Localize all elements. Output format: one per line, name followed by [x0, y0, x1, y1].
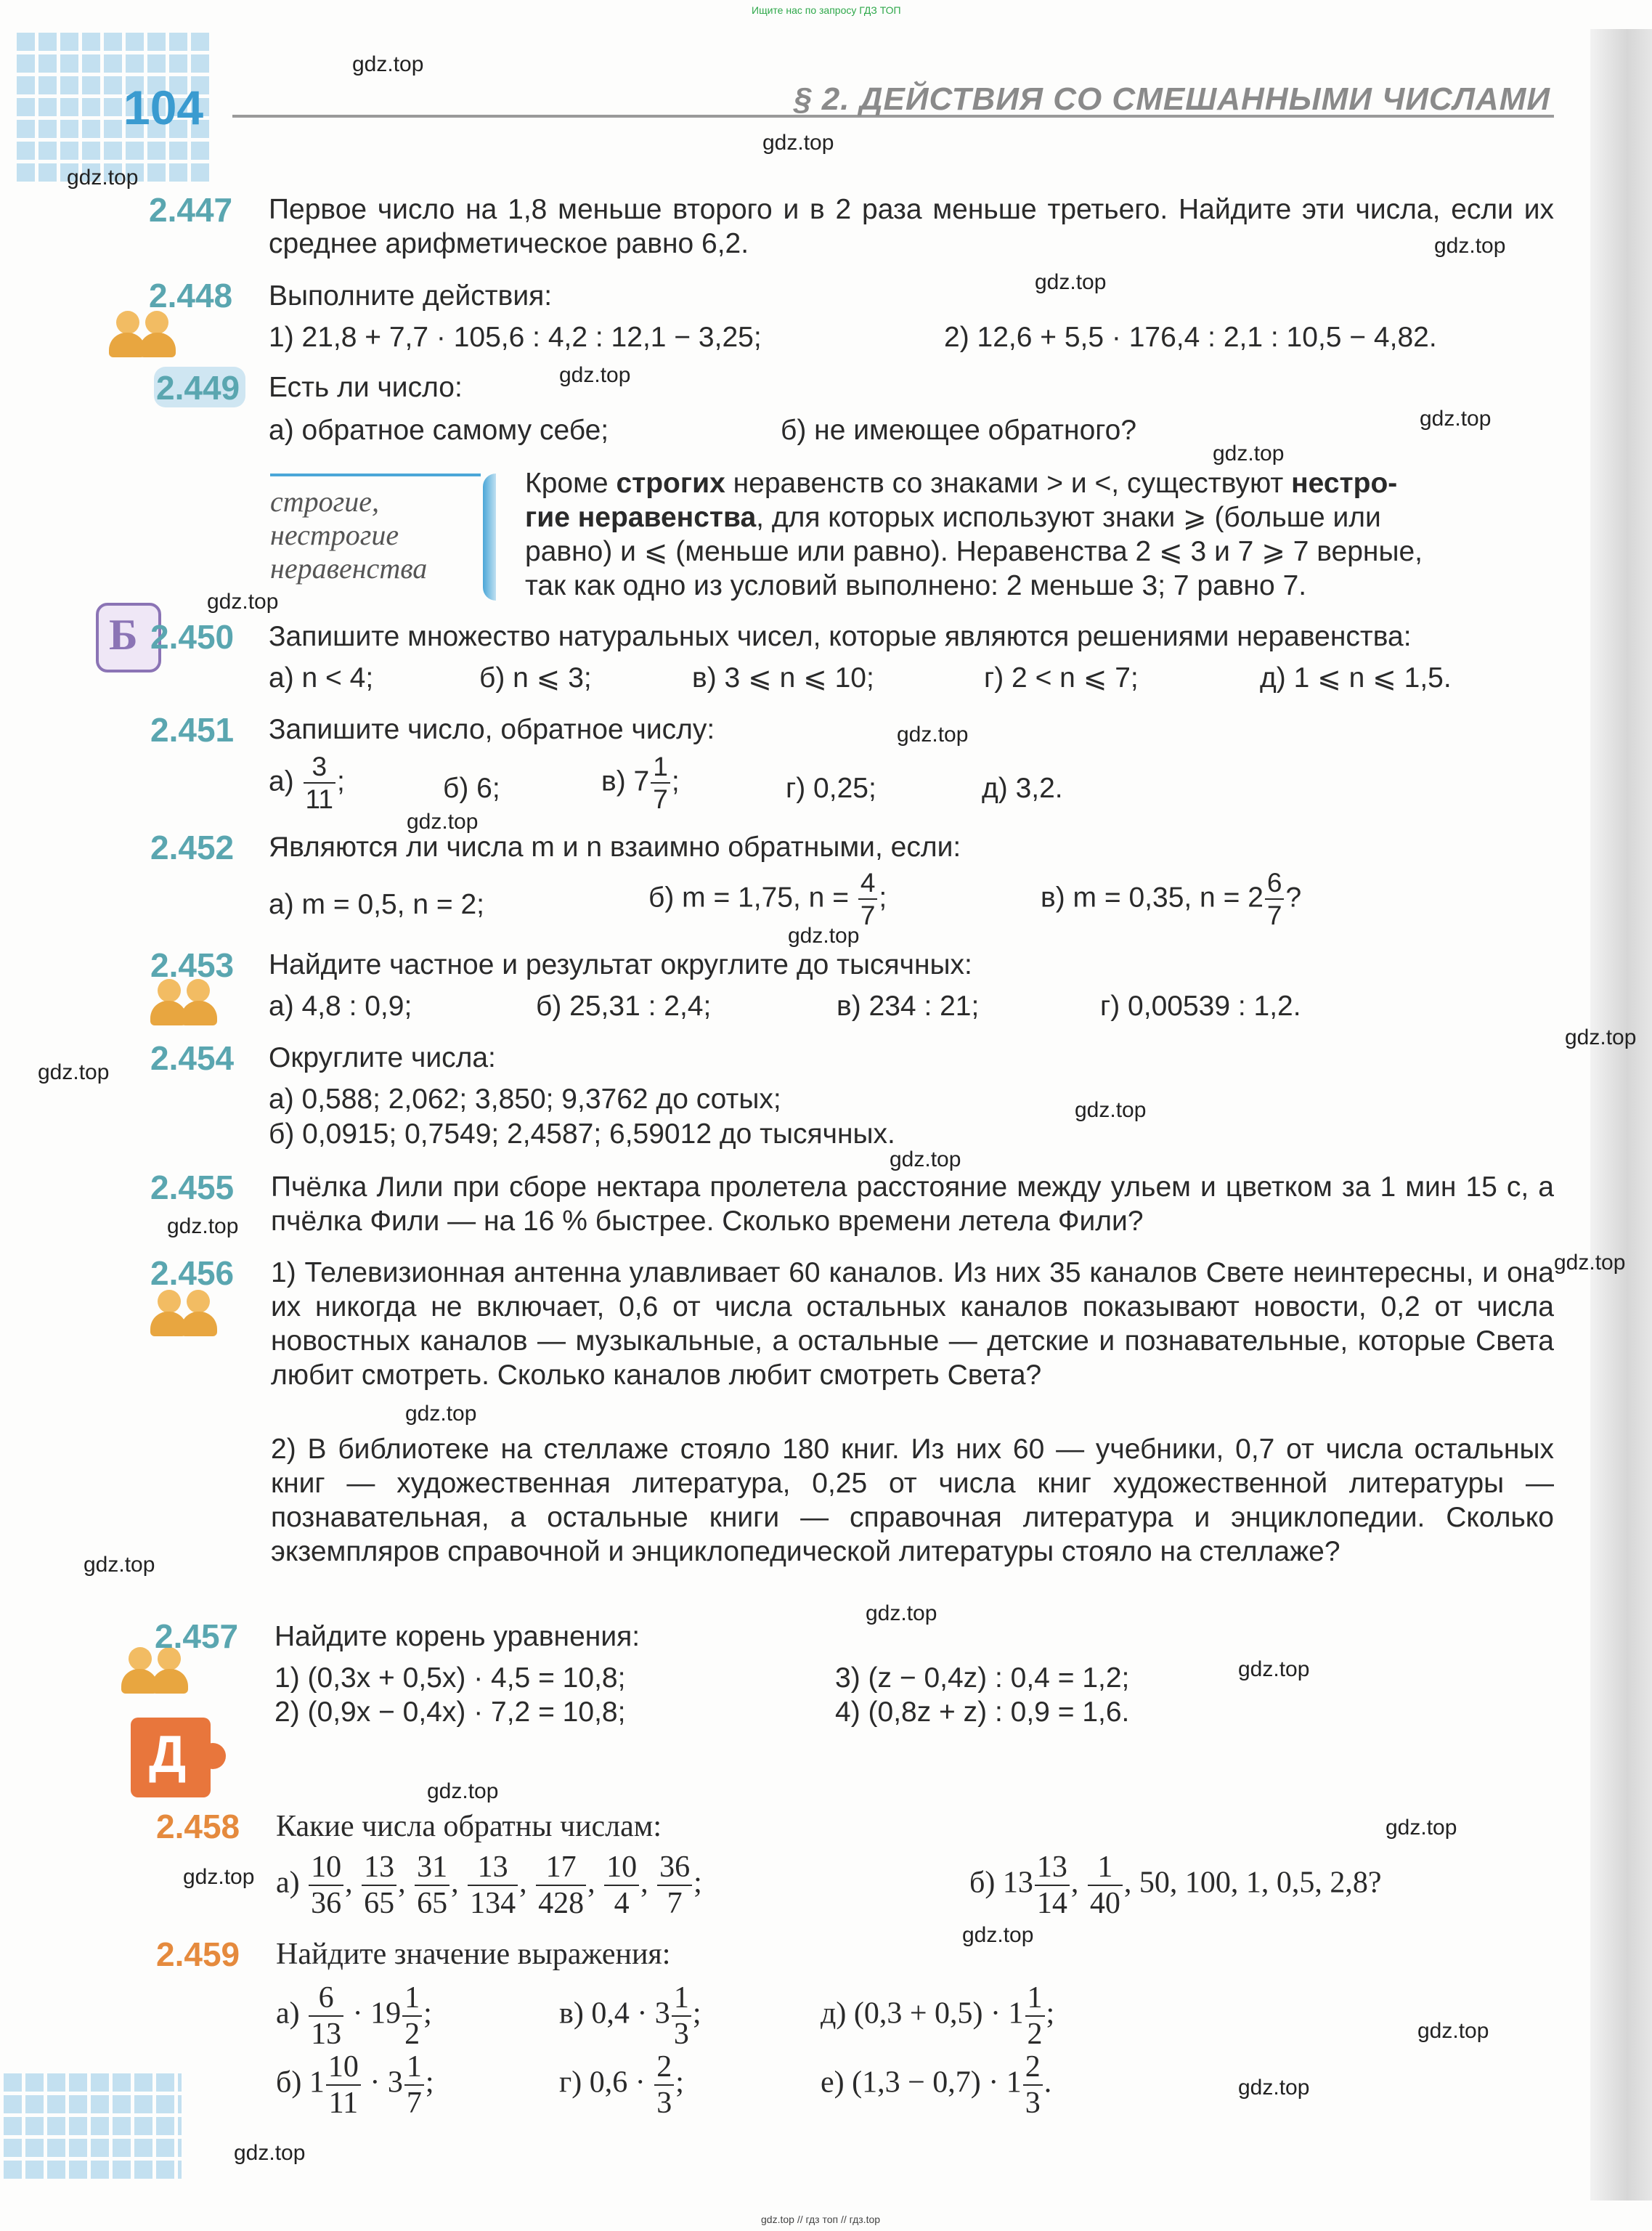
problem-item: б) m = 1,75, n = $\frac{4}{7}$ ; — [648, 868, 887, 930]
problem-number: 2.458 — [156, 1808, 240, 1845]
extra-tasks-puzzle-icon: Д — [131, 1718, 221, 1797]
problem-intro: Являются ли числа m и n взаимно обратными, если: — [269, 832, 961, 863]
problem-text: 1) Телевизионная антенна улавливает 60 каналов. Из них 35 каналов Свете неинтересны, и она их никогда не включает, 0,6 от числа остальных каналов показывают новости, 0,2 от числа новостных каналов — музыкальные, а остальные — детские и познавательные, которые Света любит смотреть. Сколько каналов любит смотреть Света? — [271, 1257, 1554, 1391]
watermark: gdz.top — [1213, 442, 1285, 466]
term: строгие, — [270, 485, 379, 518]
problem-item: в) 7 $\frac{1}{7}$ ; — [601, 752, 680, 814]
watermark: gdz.top — [962, 1923, 1034, 1947]
watermark: gdz.top — [38, 1060, 110, 1084]
problem-text: Первое число на 1,8 меньше второго и в 2 раза меньше третьего. Найдите эти числа, если их среднее арифметическое равно 6,2. — [269, 194, 1554, 259]
watermark: gdz.top — [890, 1147, 961, 1171]
problem-item: 3) (z − 0,4z) : 0,4 = 1,2; — [835, 1662, 1130, 1694]
watermark: gdz.top — [1565, 1025, 1637, 1049]
theory-line: гие неравенства, для которых используют знаки ⩾ (больше или — [525, 502, 1381, 533]
problem-item: а) $\frac{3}{11}$ ; — [269, 752, 345, 814]
watermark: gdz.top — [1075, 1098, 1147, 1122]
sidebar-terms — [270, 485, 427, 585]
problem-item: г) 2 < n ⩽ 7; — [984, 662, 1139, 694]
basic-level-badge: Б — [96, 603, 161, 672]
watermark: gdz.top — [559, 363, 631, 387]
watermark: gdz.top — [788, 924, 860, 948]
theory-bracket — [483, 474, 496, 601]
problem-item: е) (1,3 − 0,7) · 1 $\frac{2}{3}$ . — [821, 2050, 1052, 2120]
watermark: gdz.top — [897, 723, 969, 747]
section-title: § 2. ДЕЙСТВИЯ СО СМЕШАННЫМИ ЧИСЛАМИ — [794, 81, 1550, 117]
footer-note: gdz.top // гдз топ // гдз.top — [761, 2214, 881, 2225]
problem-item: д) 3,2. — [982, 773, 1063, 804]
watermark: gdz.top — [1417, 2019, 1489, 2043]
problem-intro: Какие числа обратны числам: — [276, 1810, 662, 1843]
watermark: gdz.top — [405, 1402, 477, 1426]
problem-number: 2.451 — [150, 711, 235, 749]
problem-item: г) 0,25; — [786, 773, 876, 804]
pair-work-icon — [149, 1290, 221, 1341]
problem-item: г) 0,6 · $\frac{2}{3}$ ; — [559, 2050, 684, 2120]
watermark: gdz.top — [234, 2141, 306, 2165]
watermark: gdz.top — [67, 166, 139, 190]
problem-item: б) 13 $\frac{13}{14}$ , $\frac{1}{40}$ , 50, 100, 1, 0,5, 2,8? — [969, 1850, 1382, 1920]
term: неравенства — [270, 552, 428, 585]
problem-number: 2.457 — [155, 1617, 239, 1655]
watermark: gdz.top — [1434, 234, 1506, 258]
watermark: gdz.top — [407, 810, 479, 834]
watermark: gdz.top — [1238, 1657, 1310, 1681]
problem-item: а) обратное самому себе; — [269, 415, 609, 446]
problem-number: 2.452 — [150, 829, 235, 866]
problem-number: 2.453 — [150, 946, 235, 984]
term: нестрогие — [270, 519, 399, 551]
problem-item: д) 1 ⩽ n ⩽ 1,5. — [1260, 662, 1452, 694]
problem-intro: Найдите частное и результат округлите до тысячных: — [269, 949, 972, 980]
problem-item: в) 3 ⩽ n ⩽ 10; — [692, 662, 874, 694]
problem-item: а) 4,8 : 0,9; — [269, 991, 412, 1022]
problem-number: 2.447 — [149, 191, 233, 229]
problem-item: а) m = 0,5, n = 2; — [269, 889, 484, 920]
problem-item: 2) (0,9x − 0,4x) · 7,2 = 10,8; — [274, 1696, 626, 1728]
watermark: gdz.top — [762, 131, 834, 155]
problem-item: 4) (0,8z + z) : 0,9 = 1,6. — [835, 1696, 1130, 1728]
problem-intro: Запишите число, обратное числу: — [269, 714, 715, 745]
problem-intro: Найдите корень уравнения: — [274, 1621, 640, 1652]
problem-item: а) n < 4; — [269, 662, 374, 694]
problem-number: 2.456 — [150, 1254, 235, 1292]
problem-item: в) 234 : 21; — [837, 991, 980, 1022]
problem-intro: Округлите числа: — [269, 1042, 496, 1073]
problem-item: а) 0,588; 2,062; 3,850; 9,3762 до сотых; — [269, 1084, 781, 1115]
watermark: gdz.top — [1035, 270, 1107, 294]
problem-intro: Выполните действия: — [269, 280, 553, 312]
problem-number: 2.449 — [156, 369, 240, 407]
problem-item: 1) (0,3x + 0,5x) · 4,5 = 10,8; — [274, 1662, 626, 1694]
problem-item: б) 1 $\frac{10}{11}$ · 3 $\frac{1}{7}$ ; — [276, 2050, 434, 2120]
problem-number: 2.454 — [150, 1039, 235, 1077]
top-note: Ищите нас по запросу ГДЗ ТОП — [752, 4, 901, 16]
watermark: gdz.top — [1386, 1816, 1457, 1840]
problem-item: в) 0,4 · 3 $\frac{1}{3}$ ; — [559, 1981, 701, 2051]
problem-number: 2.455 — [150, 1169, 235, 1206]
watermark: gdz.top — [866, 1601, 937, 1625]
problem-item: г) 0,00539 : 1,2. — [1100, 991, 1301, 1022]
problem-item: д) (0,3 + 0,5) · 1 $\frac{1}{2}$ ; — [821, 1981, 1055, 2051]
watermark: gdz.top — [1554, 1251, 1626, 1275]
problem-intro: Запишите множество натуральных чисел, которые являются решениями неравенства: — [269, 621, 1412, 652]
problem-item: 2) 12,6 + 5,5 · 176,4 : 2,1 : 10,5 − 4,82. — [944, 322, 1437, 353]
sidebar-rule — [270, 474, 481, 476]
watermark: gdz.top — [352, 52, 424, 76]
pair-work-icon — [107, 311, 180, 362]
page-number: 104 — [123, 81, 204, 134]
watermark: gdz.top — [1420, 407, 1492, 431]
problem-number: 2.450 — [150, 618, 235, 656]
problem-item: 1) 21,8 + 7,7 · 105,6 : 4,2 : 12,1 − 3,25; — [269, 322, 762, 353]
problem-item: а) $\frac{6}{13}$ · 19 $\frac{1}{2}$ ; — [276, 1981, 432, 2051]
problem-number: 2.459 — [156, 1935, 240, 1973]
problem-text: Пчёлка Лили при сборе нектара пролетела расстояние между ульем и цветком за 1 мин 15 с, а пчёлка Фили — на 16 % быстрее. Сколько времени летела Фили? — [271, 1171, 1554, 1237]
watermark: gdz.top — [183, 1865, 255, 1889]
watermark: gdz.top — [1238, 2076, 1310, 2100]
problem-number: 2.448 — [149, 277, 233, 314]
problem-item: а) $\frac{10}{36}$ , $\frac{13}{65}$ , $\frac{31}{65}$ , $\frac{13}{134}$ , $\frac{17}{428}$ , $\frac{10}{4}$ , $\frac{36}{7}$ ; — [276, 1850, 702, 1920]
problem-item: б) n ⩽ 3; — [479, 662, 592, 694]
theory-line: Кроме строгих неравенств со знаками > и <, существуют нестро- — [525, 468, 1398, 499]
watermark: gdz.top — [207, 590, 279, 614]
theory-line: так как одно из условий выполнено: 2 меньше 3; 7 равно 7. — [525, 570, 1307, 601]
problem-item: б) 6; — [443, 773, 500, 804]
watermark: gdz.top — [84, 1553, 155, 1577]
theory-line: равно) и ⩽ (меньше или равно). Неравенства 2 ⩽ 3 и 7 ⩾ 7 верные, — [525, 536, 1423, 567]
problem-intro: Есть ли число: — [269, 372, 463, 403]
problem-intro: Найдите значение выражения: — [276, 1938, 671, 1971]
decorative-grid-bottom — [0, 2070, 182, 2179]
problem-text: 2) В библиотеке на стеллаже стояло 180 книг. Из них 60 — учебники, 0,7 от числа остальных книг — художественная литература, 0,25 от числа книг художественной литературы — познавательная, а остальные книги — справочная литература и энциклопедии. Сколько экземпляров справочной и энциклопедической литературы стояло на стеллаже? — [271, 1434, 1554, 1567]
page-spine-shadow — [1590, 29, 1652, 2200]
problem-item: б) 0,0915; 0,7549; 2,4587; 6,59012 до тысячных. — [269, 1118, 895, 1150]
problem-item: б) 25,31 : 2,4; — [536, 991, 712, 1022]
pair-work-icon — [149, 979, 221, 1030]
problem-item: в) m = 0,35, n = 2 $\frac{6}{7}$ ? — [1041, 868, 1302, 930]
problem-item: б) не имеющее обратного? — [781, 415, 1137, 446]
watermark: gdz.top — [167, 1214, 239, 1238]
watermark: gdz.top — [427, 1779, 499, 1803]
